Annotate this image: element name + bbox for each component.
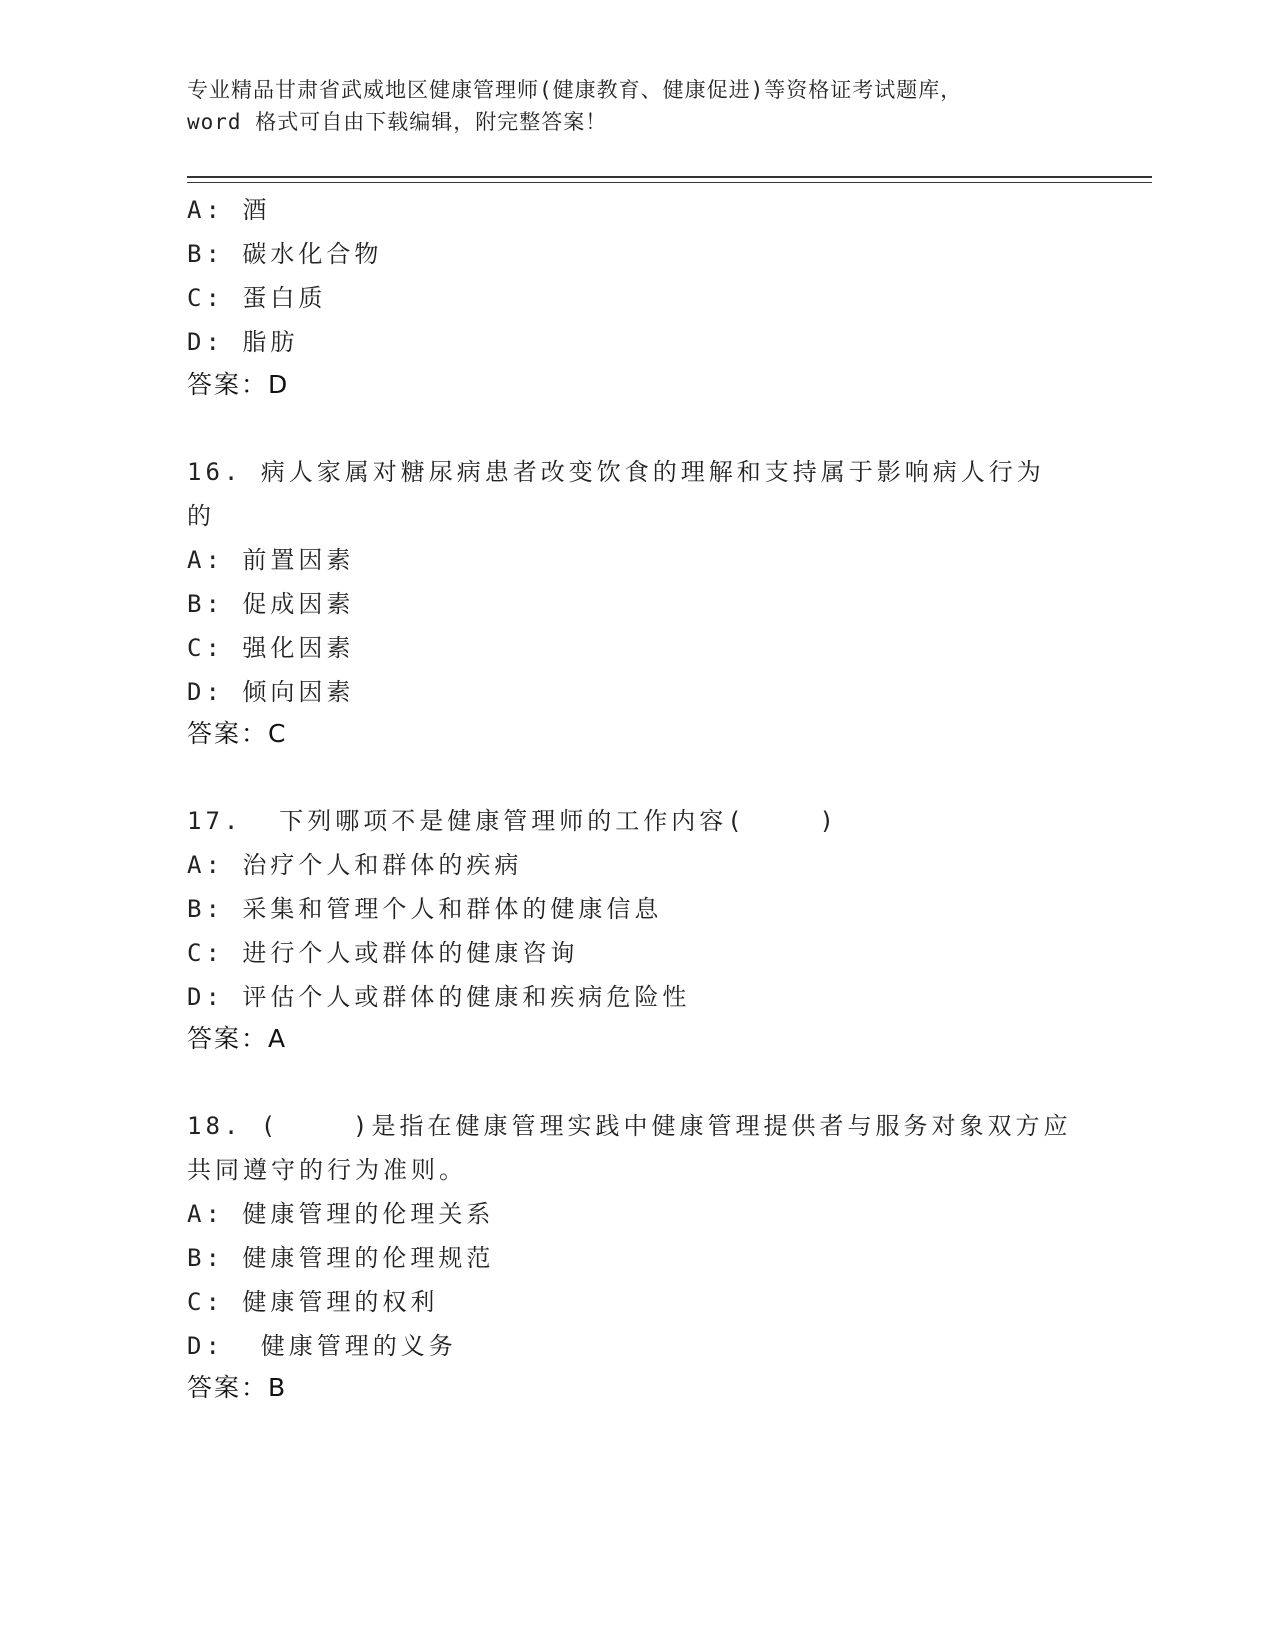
q15-option-c: C: 蛋白质: [187, 284, 327, 312]
q16-option-b: B: 促成因素: [187, 590, 355, 618]
q18-answer: [187, 1368, 287, 1404]
q17-option-c: C: 进行个人或群体的健康咨询: [187, 939, 579, 967]
q18-option-d: D: 健康管理的义务: [187, 1332, 457, 1360]
header-line-2: word 格式可自由下载编辑，附完整答案！: [187, 110, 608, 134]
q18-stem-line-1: 18. ( )是指在健康管理实践中健康管理提供者与服务对象双方应: [187, 1112, 1072, 1140]
q17-answer: [187, 1019, 287, 1055]
q17-option-b: B: 采集和管理个人和群体的健康信息: [187, 895, 663, 923]
q16-stem-line-1: 16. 病人家属对糖尿病患者改变饮食的理解和支持属于影响病人行为: [187, 458, 1045, 486]
answer-value: D: [268, 370, 290, 399]
q15-answer: [187, 365, 289, 401]
q16-option-c: C: 强化因素: [187, 634, 355, 662]
header-divider-thick: [187, 176, 1152, 178]
answer-value: B: [268, 1373, 288, 1402]
q16-option-a: A: 前置因素: [187, 546, 355, 574]
q18-stem-line-2: 共同遵守的行为准则。: [187, 1156, 467, 1184]
q15-option-a: A: 酒: [187, 196, 271, 224]
q16-option-d: D: 倾向因素: [187, 678, 355, 706]
q17-option-d: D: 评估个人或群体的健康和疾病危险性: [187, 983, 691, 1011]
header-divider-thin: [187, 182, 1152, 183]
answer-value: A: [268, 1024, 288, 1053]
answer-label: 答案：: [187, 370, 269, 399]
answer-label: 答案：: [187, 1024, 269, 1053]
q17-stem-line-1: 17. 下列哪项不是健康管理师的工作内容( ): [187, 807, 838, 835]
answer-label: 答案：: [187, 719, 269, 748]
q18-option-b: B: 健康管理的伦理规范: [187, 1244, 495, 1272]
q15-option-d: D: 脂肪: [187, 328, 299, 356]
q15-option-b: B: 碳水化合物: [187, 240, 383, 268]
q18-option-c: C: 健康管理的权利: [187, 1288, 439, 1316]
q16-answer: [187, 714, 287, 750]
q16-stem-line-2: 的: [187, 502, 215, 530]
q17-option-a: A: 治疗个人和群体的疾病: [187, 851, 523, 879]
answer-label: 答案：: [187, 1373, 269, 1402]
header-line-1: 专业精品甘肃省武威地区健康管理师(健康教育、健康促进)等资格证考试题库，: [187, 78, 963, 102]
q18-option-a: A: 健康管理的伦理关系: [187, 1200, 495, 1228]
document-header: [187, 74, 1087, 138]
answer-value: C: [268, 719, 288, 748]
